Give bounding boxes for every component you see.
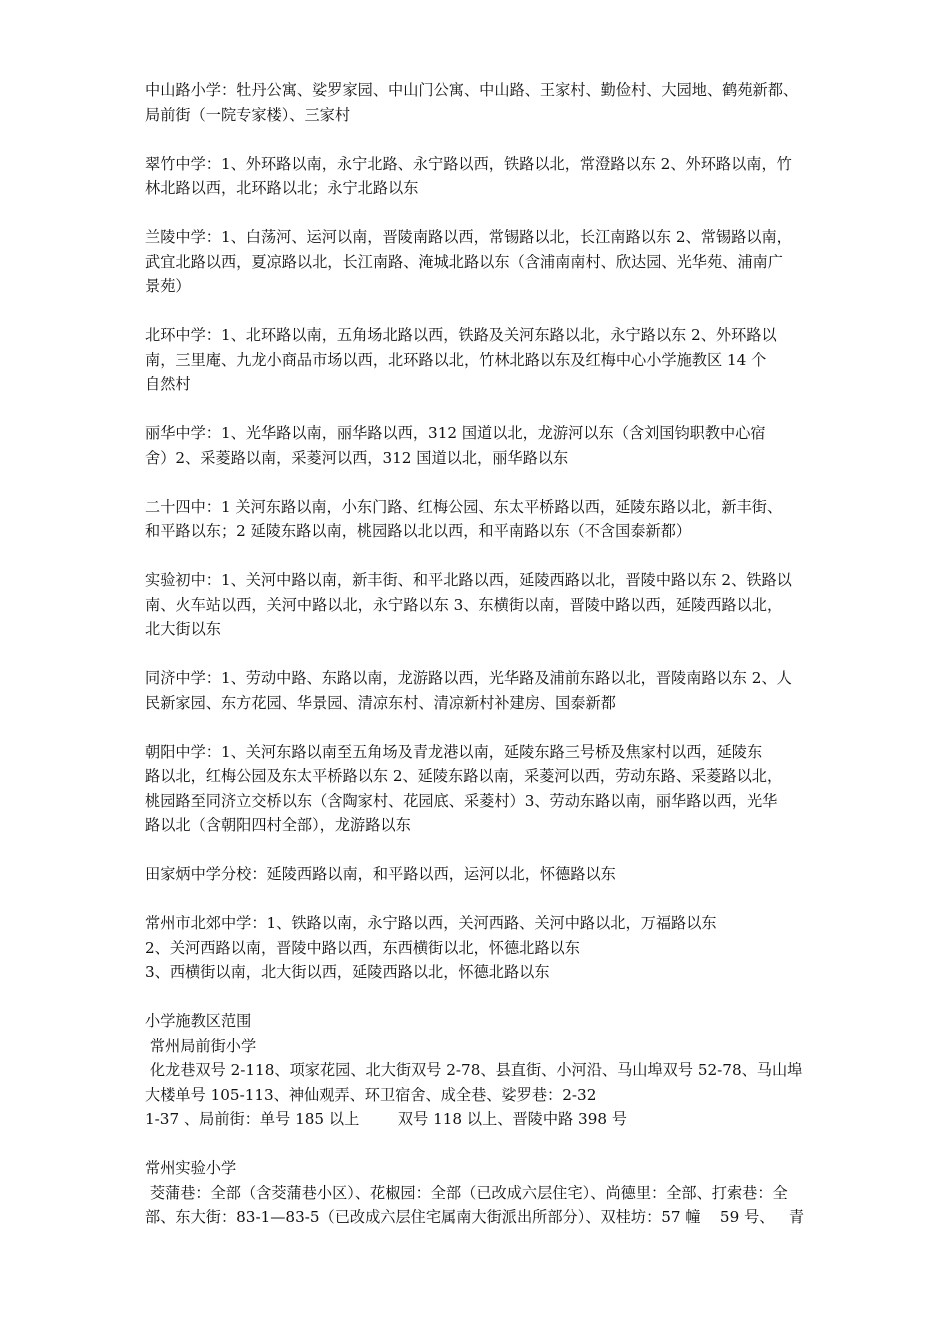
school-section-shiyan-primary bbox=[145, 1156, 810, 1230]
text-line: 南，三里庵、九龙小商品市场以西，北环路以北，竹林北路以东及红梅中心小学施教区 14 个 bbox=[145, 350, 767, 369]
text-line: 自然村 bbox=[145, 375, 191, 393]
document-page bbox=[145, 78, 810, 1254]
text-line: 北环中学：1、北环路以南，五角场北路以西，铁路及关河东路以北，永宁路以东 2、外环路以 bbox=[145, 326, 777, 344]
paragraph-ershisi bbox=[145, 495, 810, 544]
text-line: 1-37 、局前街：单号 185 以上 双号 118 以上、晋陵中路 398 号 bbox=[145, 1110, 628, 1128]
text-line: 翠竹中学：1、外环路以南，永宁北路、永宁路以西，铁路以北，常澄路以东 2、外环路以南，竹 bbox=[145, 154, 792, 173]
paragraph-shiyan bbox=[145, 568, 810, 642]
paragraph-zhongshanlu bbox=[145, 78, 810, 127]
paragraph-cuizhu bbox=[145, 152, 810, 201]
section-title: 小学施教区范围 bbox=[145, 1012, 252, 1030]
text-line: 2、关河西路以南，晋陵中路以西，东西横街以北，怀德北路以东 bbox=[145, 938, 580, 957]
school-name-shiyan: 常州实验小学 bbox=[145, 1159, 237, 1177]
text-line: 景苑） bbox=[145, 277, 191, 295]
text-line: 茭蒲巷：全部（含茭蒲巷小区）、花椒园：全部（已改成六层住宅）、尚德里：全部、打索巷：全 bbox=[145, 1183, 788, 1202]
text-line: 朝阳中学：1、关河东路以南至五角场及青龙港以南，延陵东路三号桥及焦家村以西，延陵东 bbox=[145, 742, 763, 761]
text-line: 化龙巷双号 2-118、项家花园、北大街双号 2-78、县直街、小河沿、马山埠双号 52-78、马山埠 bbox=[145, 1061, 803, 1079]
text-line: 武宜北路以西，夏凉路以北，长江南路、淹城北路以东（含浦南南村、欣达园、光华苑、浦南广 bbox=[145, 252, 783, 271]
text-line: 兰陵中学：1、白荡河、运河以南，晋陵南路以西，常锡路以北，长江南路以东 2、常锡路以南， bbox=[145, 228, 792, 246]
text-line: 民新家园、东方花园、华景园、清凉东村、清凉新村补建房、国泰新都 bbox=[145, 693, 616, 712]
text-line: 舍）2、采菱路以南，采菱河以西，312 国道以北，丽华路以东 bbox=[145, 448, 569, 467]
text-line: 部、东大街：83-1—83-5（已改成六层住宅属南大街派出所部分）、双桂坊：57 幢 59 号、 青 bbox=[145, 1208, 805, 1226]
primary-section bbox=[145, 1009, 810, 1132]
text-line: 局前街（一院专家楼）、三家村 bbox=[145, 105, 351, 124]
text-line: 实验初中：1、关河中路以南，新丰街、和平北路以西，延陵西路以北，晋陵中路以东 2、铁路以 bbox=[145, 571, 792, 589]
text-line: 大楼单号 105-113、神仙观弄、环卫宿舍、成全巷、娑罗巷：2-32 bbox=[145, 1085, 597, 1104]
paragraph-beihuan bbox=[145, 323, 810, 397]
text-line: 林北路以西，北环路以北；永宁北路以东 bbox=[145, 179, 419, 197]
text-line: 路以北，红梅公园及东太平桥路以东 2、延陵东路以南，采菱河以西，劳动东路、采菱路以北， bbox=[145, 767, 783, 785]
paragraph-lihua bbox=[145, 421, 810, 470]
text-line: 丽华中学：1、光华路以南，丽华路以西，312 国道以北，龙游河以东（含刘国钧职教中心宿 bbox=[145, 424, 766, 442]
text-line: 常州市北郊中学：1、铁路以南，永宁路以西，关河西路、关河中路以北，万福路以东 bbox=[145, 914, 717, 932]
text-line: 南、火车站以西，关河中路以北，永宁路以东 3、东横街以南，晋陵中路以西，延陵西路以北， bbox=[145, 595, 783, 614]
text-line: 桃园路至同济立交桥以东（含陶家村、花园底、采菱村）3、劳动东路以南，丽华路以西，光华 bbox=[145, 791, 778, 810]
text-line: 和平路以东；2 延陵东路以南，桃园路以北以西，和平南路以东（不含国泰新都） bbox=[145, 522, 692, 540]
text-line: 田家炳中学分校：延陵西路以南，和平路以西，运河以北，怀德路以东 bbox=[145, 865, 616, 883]
text-line: 中山路小学：牡丹公寓、娑罗家园、中山门公寓、中山路、王家村、勤俭村、大园地、鹤苑新都、 bbox=[145, 81, 799, 99]
paragraph-tongji bbox=[145, 666, 810, 715]
text-line: 二十四中：1 关河东路以南，小东门路、红梅公园、东太平桥路以西，延陵东路以北，新丰街、 bbox=[145, 497, 783, 516]
text-line: 路以北（含朝阳四村全部），龙游路以东 bbox=[145, 816, 411, 834]
text-line: 同济中学：1、劳动中路、东路以南，龙游路以西，光华路及浦前东路以北，晋陵南路以东 2、人 bbox=[145, 669, 792, 687]
paragraph-lanling bbox=[145, 225, 810, 299]
paragraph-tianjiabing bbox=[145, 862, 810, 887]
paragraph-beijiao bbox=[145, 911, 810, 985]
text-line: 3、西横街以南，北大街以西，延陵西路以北，怀德北路以东 bbox=[145, 963, 550, 981]
paragraph-chaoyang bbox=[145, 740, 810, 838]
school-name-juqianjie: 常州局前街小学 bbox=[145, 1036, 257, 1055]
text-line: 北大街以东 bbox=[145, 620, 221, 638]
